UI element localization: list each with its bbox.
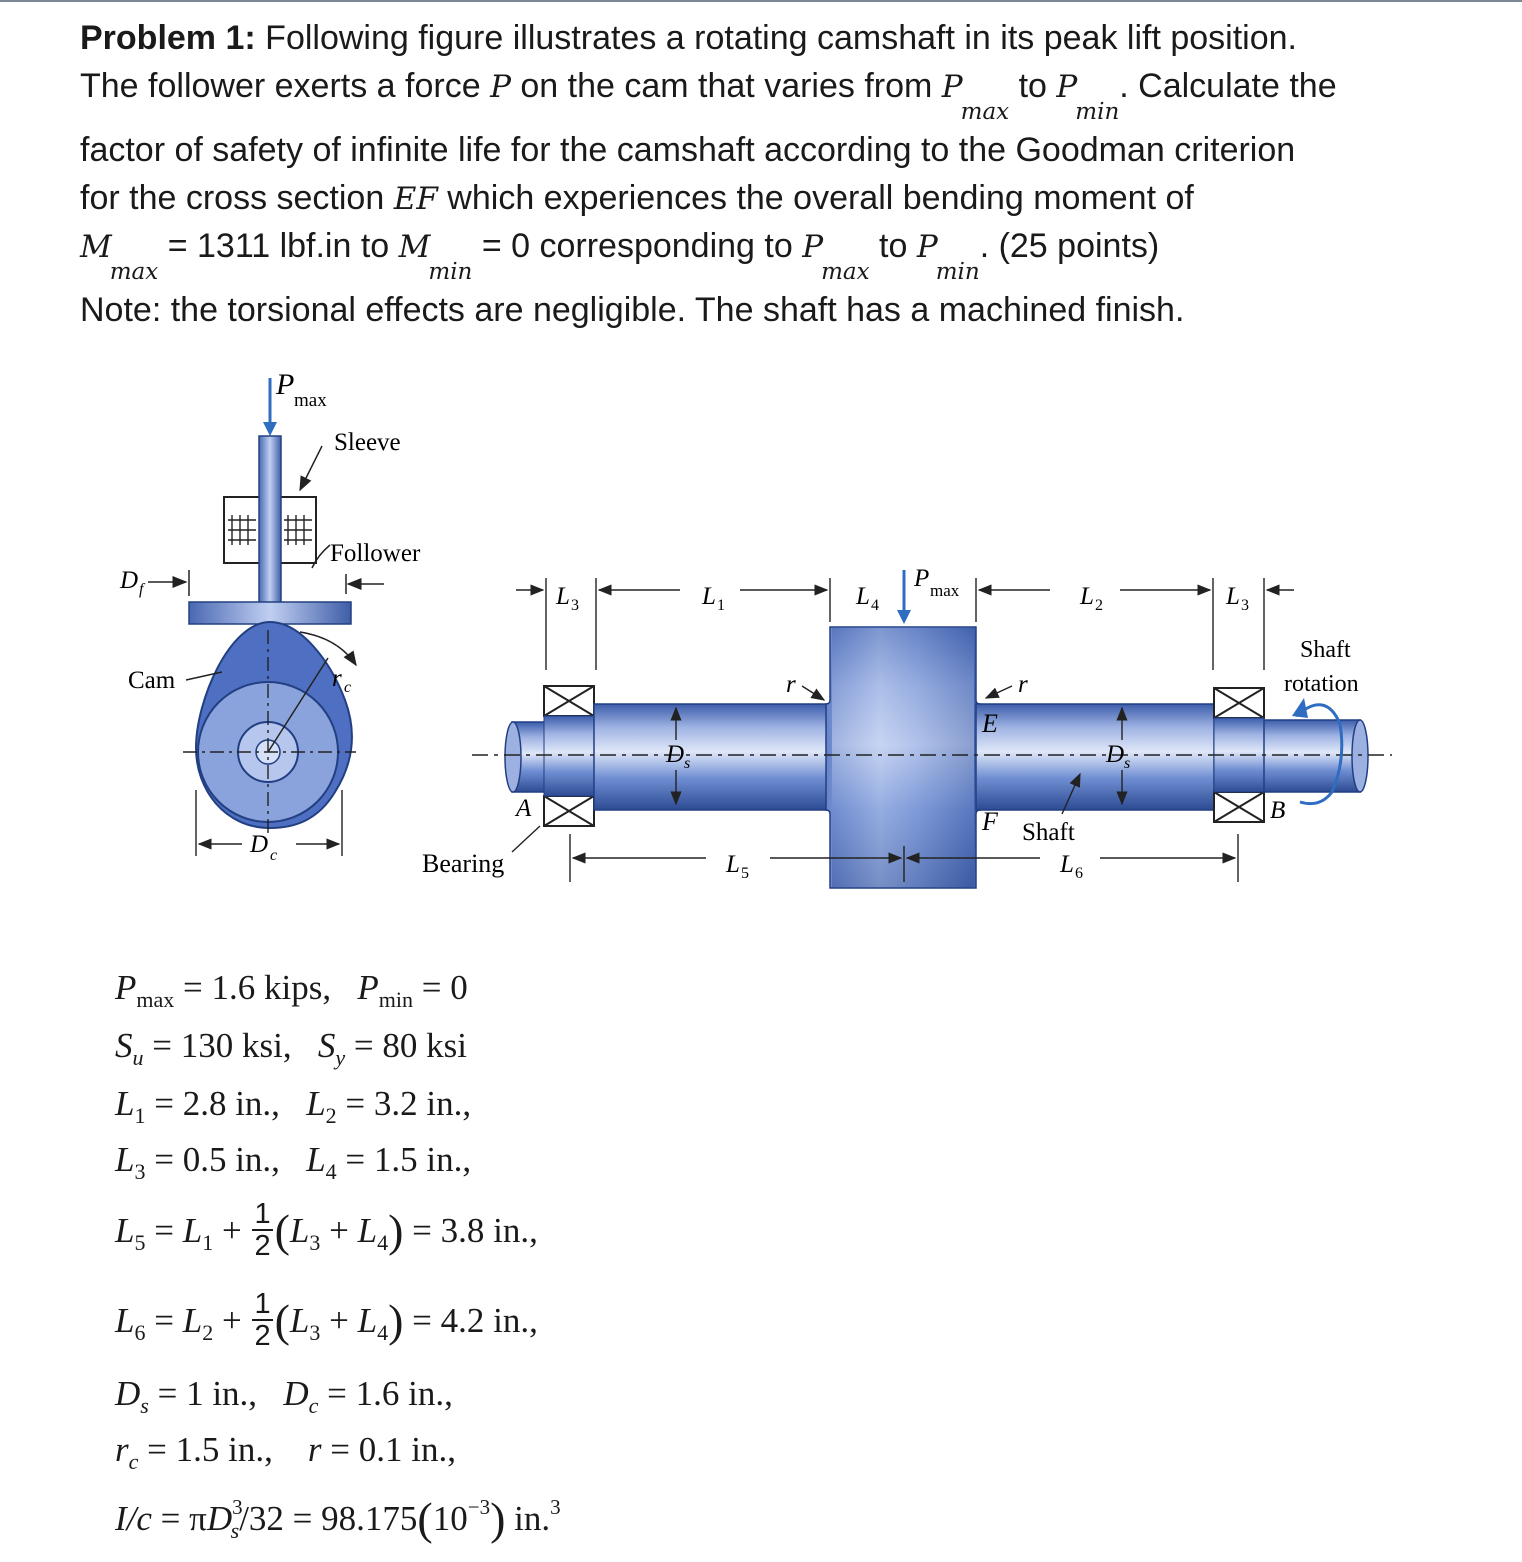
problem-line-4: for the cross section EF which experiences the overall bending moment of [80, 179, 1194, 217]
problem-line-5: $M_{max} = 1311$ lbf.in to $M_{min} = 0$ corresponding to $P_{max}$ to $P_{min}$. (25 points) [80, 227, 1160, 285]
fillet-left-label: r [786, 671, 796, 698]
l3-right-label: L [1226, 583, 1240, 610]
l2-sub: 2 [1095, 597, 1103, 614]
shaft-assembly [422, 565, 1392, 888]
problem-line-3: factor of safety of infinite life for the camshaft according to the Goodman criterion [80, 131, 1296, 169]
shaft-pmax-label: P [914, 565, 930, 592]
df-sub: f [139, 581, 144, 598]
shaft-right-end [1264, 720, 1360, 792]
l1-label: L [702, 583, 716, 610]
problem-note: Note: the torsional effects are negligible. The shaft has a machined finish. [80, 291, 1185, 329]
l6-label: L [1060, 851, 1074, 878]
df-label: D [120, 567, 139, 594]
given-line-2: $S_u = 130$ ksi, $S_y = 80$ ksi [115, 1026, 467, 1070]
dc-label: D [250, 831, 269, 858]
shaft-label: Shaft [1022, 819, 1075, 846]
problem-statement [80, 14, 1480, 334]
shaft-pmax-sub: max [930, 581, 960, 600]
follower-label: Follower [330, 540, 421, 567]
shaft-rotation-label-1: Shaft [1300, 637, 1351, 663]
shaft-section-right [976, 704, 1214, 810]
dc-sub: c [270, 847, 278, 864]
follower-plate [189, 602, 351, 624]
given-line-5: $L_5 = L_1$ + $\frac{1}{2}$ $(L_3 + L_4) = 3.8$ in., [115, 1197, 538, 1262]
cam-pmax-sub: max [294, 390, 327, 411]
problem-line-1: Problem 1: Following figure illustrates a rotating camshaft in its peak lift position. [80, 19, 1297, 57]
cam-load-arrowhead [263, 422, 277, 436]
cam-label: Cam [128, 667, 176, 694]
l2-label: L [1080, 583, 1094, 610]
l5-sub: 5 [741, 865, 749, 882]
sleeve-leader [300, 446, 322, 490]
camshaft-diagram [0, 360, 1522, 940]
cam-pmax-label: P [276, 368, 295, 401]
l6-sub: 6 [1075, 865, 1083, 882]
l3-right-sub: 3 [1241, 597, 1249, 614]
section-f-label: F [982, 807, 998, 836]
problem-line-2: The follower exerts a force P on the cam that varies from $P_{max}$ to $P_{min}$. Calculate the [80, 67, 1337, 125]
shaft-section-left [594, 704, 830, 810]
rc-sub: c [344, 679, 352, 696]
l3-left-sub: 3 [571, 597, 579, 614]
bearing-a-label: A [516, 795, 532, 822]
bearing-label: Bearing [422, 849, 505, 878]
l1-sub: 1 [717, 597, 725, 614]
follower-rod [259, 436, 281, 604]
ds-left-sub: s [684, 755, 691, 772]
given-line-3: $L_1 = 2.8$ in., $L_2 = 3.2$ in., [115, 1084, 472, 1128]
problem-label: Problem 1: [80, 19, 256, 57]
l4-sub: 4 [871, 597, 879, 614]
fillet-right-label: r [1018, 671, 1028, 698]
top-rule [0, 0, 1522, 2]
ds-right-label: D [1106, 741, 1125, 768]
bearing-leader [512, 826, 540, 852]
given-line-6: $L_6 = L_2$ + $\frac{1}{2}$ $(L_3 + L_4) = 4.2$ in., [115, 1287, 538, 1352]
given-line-4: $L_3 = 0.5$ in., $L_4 = 1.5$ in., [115, 1140, 472, 1184]
given-line-8: $r_c = 1.5$ in., r = 0.1 in., [115, 1430, 456, 1474]
l3-left-label: L [556, 583, 570, 610]
fraction-one-half: $\frac{1}{2}$ [254, 1197, 271, 1262]
rc-label: r [332, 665, 342, 692]
fraction-one-half: $\frac{1}{2}$ [254, 1287, 271, 1352]
cam-assembly [119, 368, 421, 864]
ds-right-sub: s [1124, 755, 1131, 772]
l5-label: L [726, 851, 740, 878]
sleeve-label: Sleeve [334, 429, 401, 456]
ds-left-label: D [666, 741, 685, 768]
given-line-7: $D_s = 1$ in., $D_c = 1.6$ in., [115, 1374, 453, 1418]
given-line-9: $I/c = \pi D^3_s/32 = 98.175(10^{-3})$ in.$^3$ [115, 1493, 561, 1544]
given-line-1: $P_{max} = 1.6$ kips, $P_{min} = 0$ [115, 968, 468, 1012]
bearing-b-label: B [1270, 797, 1286, 824]
l4-label: L [856, 583, 870, 610]
camshaft-figure [0, 360, 1522, 940]
section-e-label: E [982, 709, 998, 738]
shaft-rotation-label-2: rotation [1284, 671, 1359, 697]
